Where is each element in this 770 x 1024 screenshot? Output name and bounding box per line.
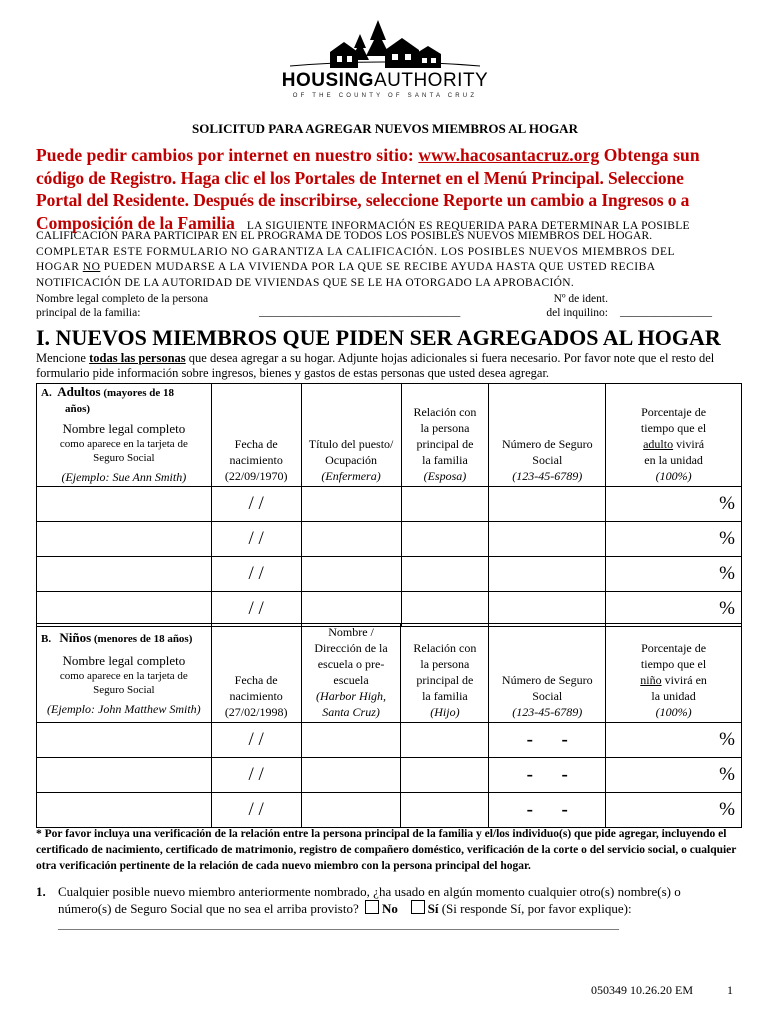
no-checkbox[interactable] — [365, 900, 379, 914]
child-name-cell[interactable] — [37, 723, 212, 758]
child-percent-cell[interactable]: % — [606, 723, 742, 758]
adults-table — [36, 383, 742, 627]
child-ssn-cell[interactable]: - - — [489, 723, 606, 758]
children-header-row — [37, 624, 742, 723]
adults-ssn-header: Número de Seguro Social (123-45-6789) — [489, 384, 606, 487]
head-of-household-label: Nombre legal completo de la persona principal de la familia: — [36, 293, 209, 319]
child-percent-cell[interactable]: % — [606, 758, 742, 793]
adult-relationship-cell[interactable] — [401, 592, 489, 627]
child-ssn-cell[interactable]: - - — [489, 793, 606, 828]
verification-footnote: * Por favor incluya una verificación de la relación entre la persona principal de la familia y el/los individuo(s) que pide agregar, incluyendo el certificado de nacimiento, certificado de matrimonio, registro de compañero doméstico, verificación de la corte o del servicio social, o cualquier otra verificación pertinente de la relación de cada nuevo miembro con la persona principal del hogar. — [36, 828, 737, 872]
adult-percent-cell[interactable]: % — [606, 522, 742, 557]
yes-checkbox[interactable] — [411, 900, 425, 914]
children-table — [36, 623, 742, 828]
table-row — [37, 557, 742, 592]
adult-ssn-cell[interactable] — [489, 522, 606, 557]
adults-percent-header: Porcentaje de tiempo que el adulto vivirá en la unidad (100%) — [606, 384, 742, 487]
adult-occupation-cell[interactable] — [301, 557, 401, 592]
table-row — [37, 522, 742, 557]
child-percent-cell[interactable]: % — [606, 793, 742, 828]
adult-percent-cell[interactable]: % — [606, 487, 742, 522]
child-relationship-cell[interactable] — [401, 793, 489, 828]
child-dob-cell[interactable]: / / — [211, 723, 301, 758]
tenant-id-field[interactable]: ________________ — [620, 306, 712, 318]
child-relationship-cell[interactable] — [401, 723, 489, 758]
adult-relationship-cell[interactable] — [401, 522, 489, 557]
website-link[interactable]: www.hacosantacruz.org — [418, 145, 600, 165]
housing-authority-logo — [290, 18, 480, 78]
adult-dob-cell[interactable]: / / — [211, 557, 301, 592]
adult-name-cell[interactable] — [37, 487, 212, 522]
child-name-cell[interactable] — [37, 793, 212, 828]
adult-ssn-cell[interactable] — [489, 592, 606, 627]
adults-relationship-header: Relación con la persona principal de la familia (Esposa) — [401, 384, 489, 487]
online-notice: Puede pedir cambios por internet en nuestro sitio: www.hacosantacruz.org Obtenga sun código de Registro. Haga clic el los Portales de Internet en el Menú Principal. Seleccione Portal del Residente. Después de inscribirse, seleccione Reporte un cambio a Ingresos o a Composición de la Familia LA SIGUIENTE INFORMACIÓN ES REQUERIDA PARA DETERMINAR LA POSIBLE — [36, 145, 700, 233]
tenant-id-label: Nº de ident. del inquilino: — [546, 293, 608, 319]
adult-name-cell[interactable] — [37, 557, 212, 592]
child-name-cell[interactable] — [37, 758, 212, 793]
explanation-line[interactable]: ______________________________________________________________________________________________________ — [58, 919, 619, 931]
adult-percent-cell[interactable]: % — [606, 592, 742, 627]
adult-dob-cell[interactable]: / / — [211, 592, 301, 627]
child-school-cell[interactable] — [301, 723, 401, 758]
adults-occupation-header: Título del puesto/ Ocupación (Enfermera) — [301, 384, 401, 487]
adult-name-cell[interactable] — [37, 522, 212, 557]
children-percent-header: Porcentaje de tiempo que el niño vivirá en la unidad (100%) — [606, 624, 742, 723]
adult-occupation-cell[interactable] — [301, 522, 401, 557]
adult-ssn-cell[interactable] — [489, 557, 606, 592]
adult-occupation-cell[interactable] — [301, 592, 401, 627]
adults-name-header: A. Adultos (mayores de 18 años) Nombre legal completo como aparece en la tarjeta de Seguro Social (Ejemplo: Sue Ann Smith) — [37, 384, 212, 487]
question-1: 1. Cualquier posible nuevo miembro anteriormente nombrado, ¿ha usado en algún momento cualquier otro(s) nombre(s) o número(s) de Seguro Social que no sea el arriba provisto? No Sí (Si responde Sí, por favor explique): ______________________________________________________________________________________________________ — [36, 883, 741, 934]
adult-relationship-cell[interactable] — [401, 487, 489, 522]
child-school-cell[interactable] — [301, 758, 401, 793]
adult-name-cell[interactable] — [37, 592, 212, 627]
child-relationship-cell[interactable] — [401, 758, 489, 793]
child-ssn-cell[interactable]: - - — [489, 758, 606, 793]
section-1-title: I. NUEVOS MIEMBROS QUE PIDEN SER AGREGADOS AL HOGAR — [36, 325, 721, 350]
child-school-cell[interactable] — [301, 793, 401, 828]
children-name-header: B. Niños (menores de 18 años) Nombre legal completo como aparece en la tarjeta de Seguro Social (Ejemplo: John Matthew Smith) — [37, 624, 212, 723]
adult-relationship-cell[interactable] — [401, 557, 489, 592]
form-code: 050349 10.26.20 EM — [591, 983, 693, 997]
form-title: SOLICITUD PARA AGREGAR NUEVOS MIEMBROS AL HOGAR — [192, 121, 578, 136]
page-number: 1 — [727, 983, 733, 997]
adult-ssn-cell[interactable] — [489, 487, 606, 522]
children-school-header: Nombre / Dirección de la escuela o pre- escuela (Harbor High, Santa Cruz) — [301, 624, 401, 723]
eligibility-notice: CALIFICACIÓN PARA PARTICIPAR EN EL PROGRAMA DE TODOS LOS POSIBLES NUEVOS MIEMBROS DEL HOGAR. COMPLETAR ESTE FORMULARIO NO GARANTIZA LA CALIFICACIÓN. LOS POSIBLES NUEVOS MIEMBROS DEL HOGAR NO PUEDEN MUDARSE A LA VIVIENDA POR LA QUE SE RECIBE AYUDA HASTA QUE USTED RECIBA NOTIFICACIÓN DE LA AUTORIDAD DE VIVIENDAS QUE SE LE HA OTORGADO LA APROBACIÓN. — [36, 230, 676, 289]
adult-dob-cell[interactable]: / / — [211, 522, 301, 557]
adult-occupation-cell[interactable] — [301, 487, 401, 522]
child-dob-cell[interactable]: / / — [211, 793, 301, 828]
table-row — [37, 487, 742, 522]
logo-wordmark: HOUSINGAUTHORITY — [281, 70, 489, 91]
section-1-intro: Mencione todas las personas que desea agregar a su hogar. Adjunte hojas adicionales si fuera necesario. Por favor note que el resto del formulario pide información sobre ingresos, bienes y gastos de estas personas que usted desea agregar. — [36, 351, 715, 380]
children-dob-header: Fecha de nacimiento (27/02/1998) — [211, 624, 301, 723]
adult-percent-cell[interactable]: % — [606, 557, 742, 592]
children-relationship-header: Relación con la persona principal de la familia (Hijo) — [401, 624, 489, 723]
children-ssn-header: Número de Seguro Social (123-45-6789) — [489, 624, 606, 723]
adults-header-row — [37, 384, 742, 487]
child-dob-cell[interactable]: / / — [211, 758, 301, 793]
table-row — [37, 723, 742, 758]
logo-subline: OF THE COUNTY OF SANTA CRUZ — [292, 93, 478, 99]
table-row — [37, 592, 742, 627]
adult-dob-cell[interactable]: / / — [211, 487, 301, 522]
adults-dob-header: Fecha de nacimiento (22/09/1970) — [211, 384, 301, 487]
head-of-household-name-field[interactable]: ___________________________________ — [259, 306, 461, 318]
table-row — [37, 758, 742, 793]
table-row — [37, 793, 742, 828]
